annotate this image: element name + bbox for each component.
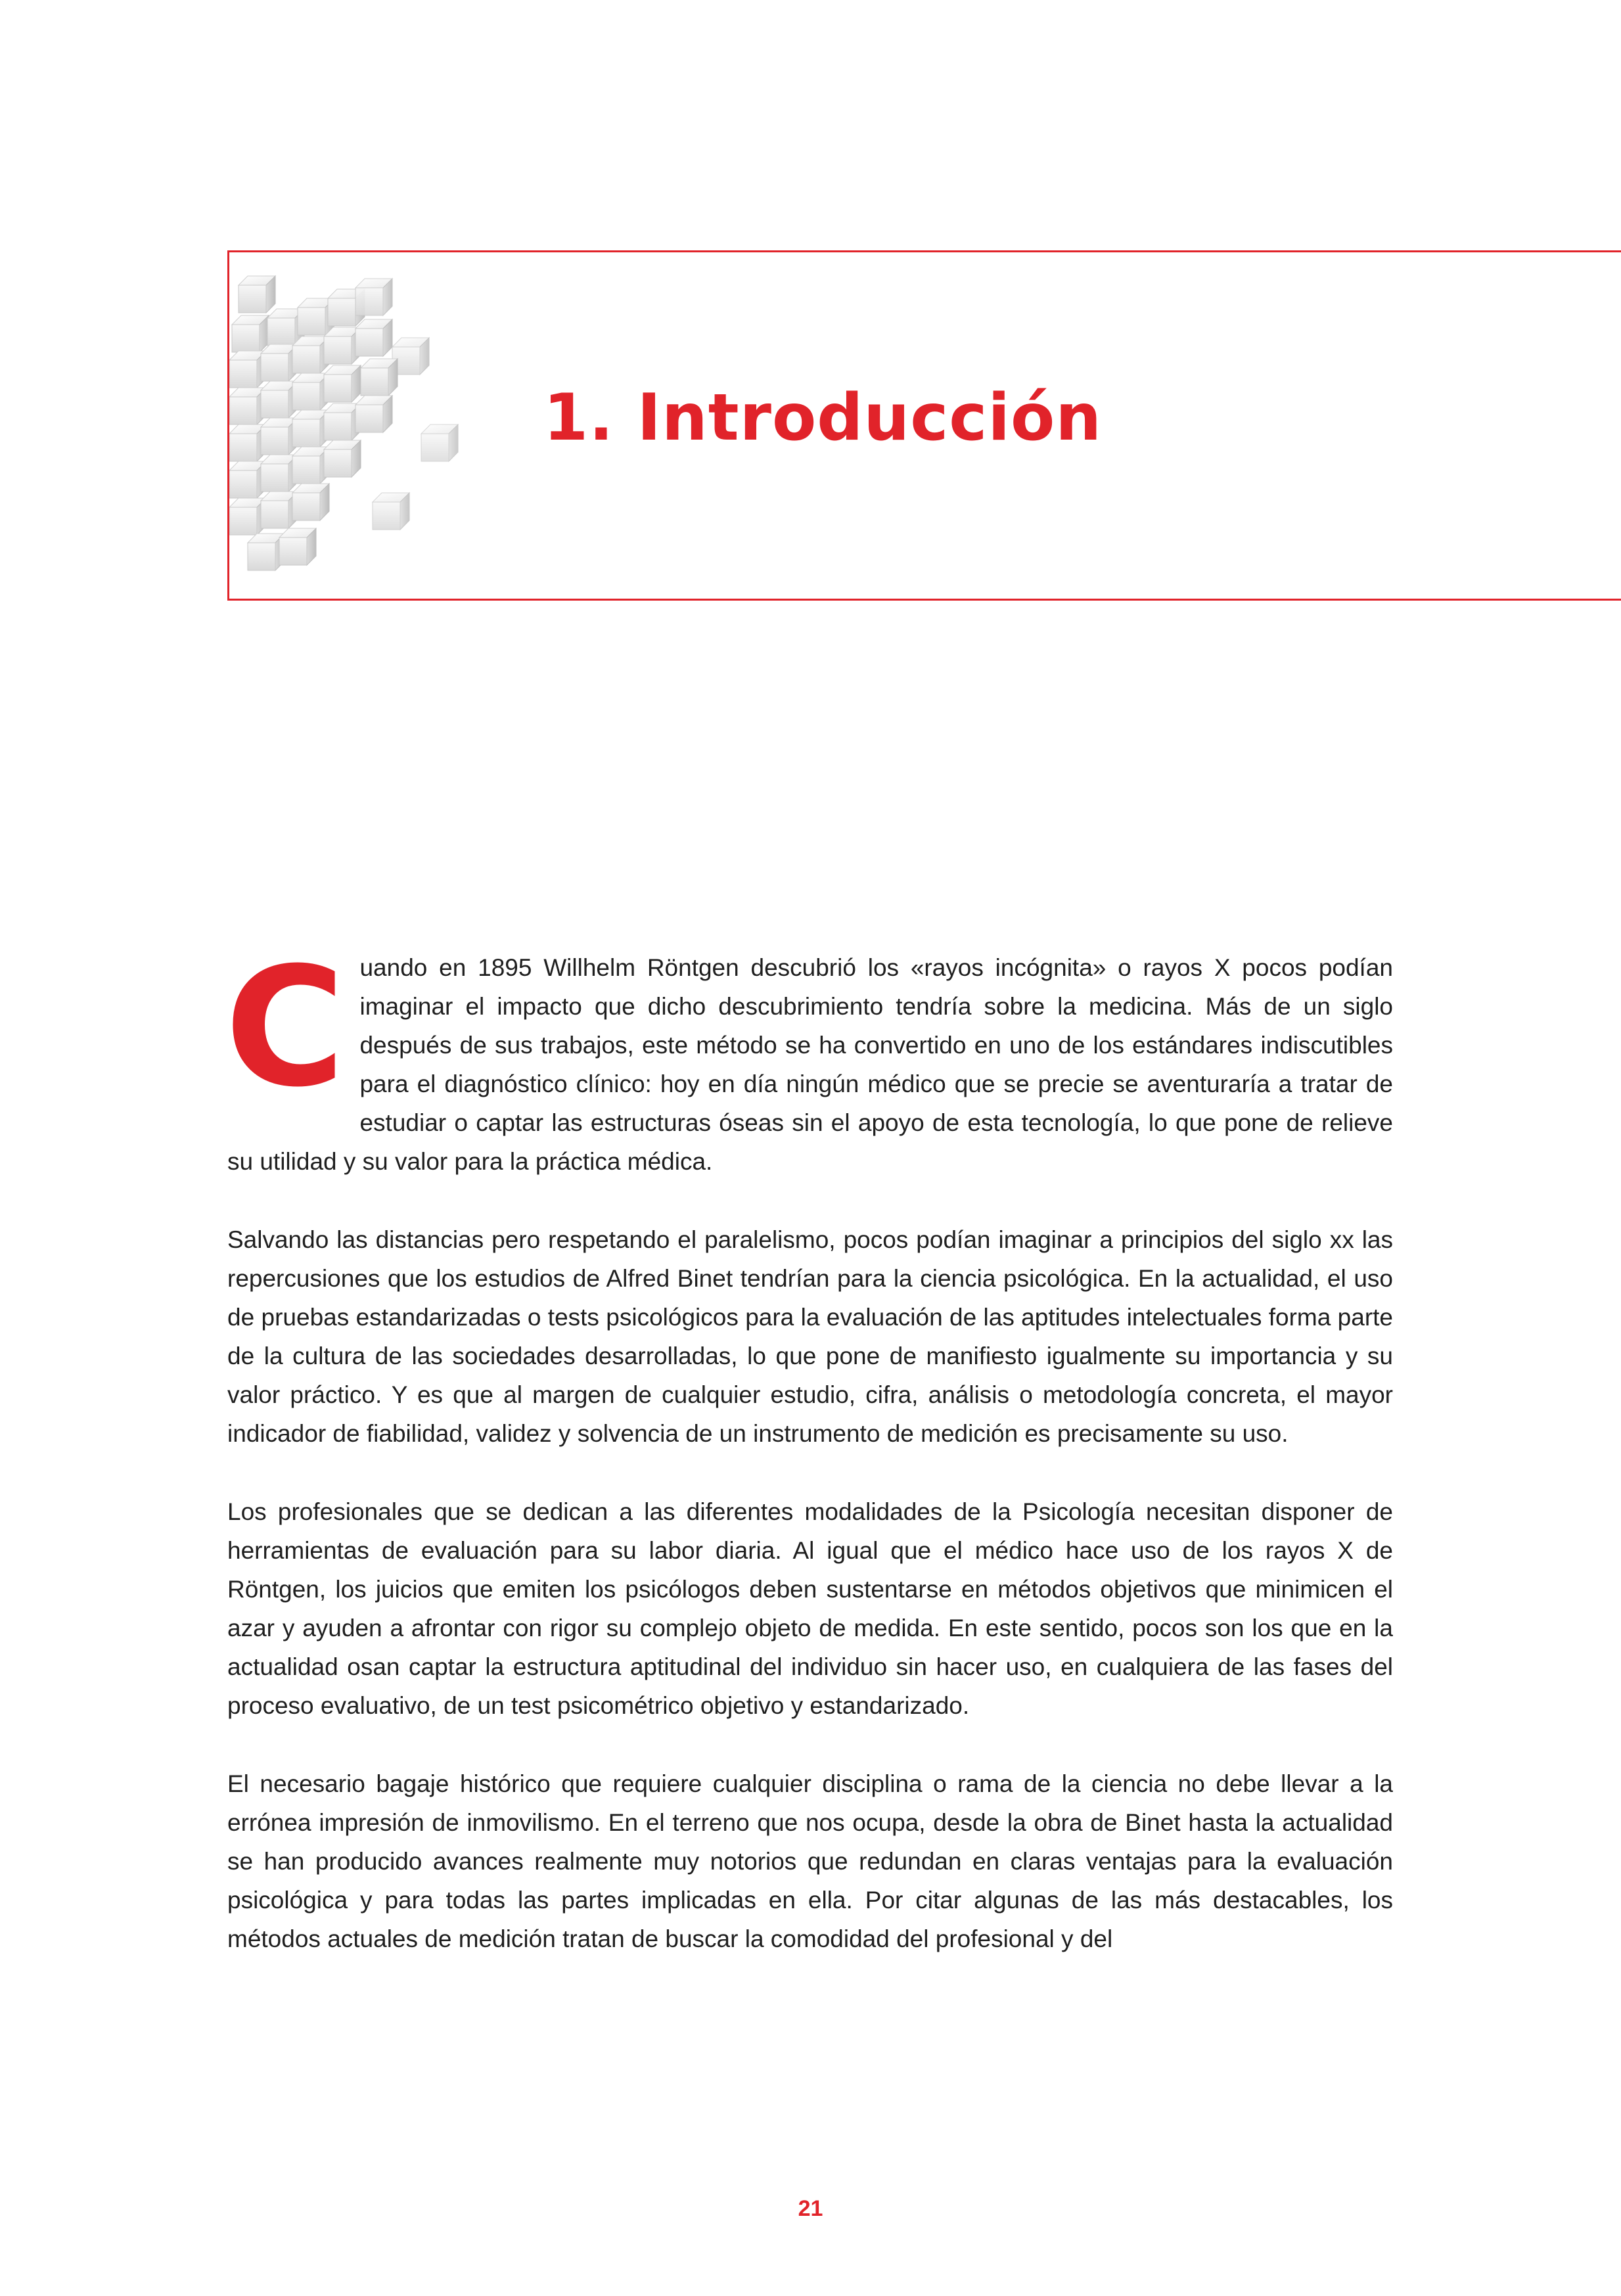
chapter-header: [227, 250, 1621, 601]
chapter-title: 1. Introducción: [543, 380, 1103, 455]
paragraph: Los profesionales que se dedican a las diferentes modalidades de la Psicología necesitan disponer de herramientas de evaluación para su labor diaria. Al igual que el médico hace uso de los rayos X de Röntgen, los juicios que emiten los psicólogos deben sustentarse en métodos objetivos que minimicen el azar y ayuden a afrontar con rigor su complejo objeto de medida. En este sentido, pocos son los que en la actualidad osan captar la estructura aptitudinal del individuo sin hacer uso, en cualquiera de las fases del proceso evaluativo, de un test psicométrico objetivo y estandarizado.: [227, 1498, 1393, 1719]
paragraph-text: uando en 1895 Willhelm Röntgen descubrió los «rayos incógnita» o rayos X pocos podían imaginar el impacto que dicho descubrimiento tendría sobre la medicina. Más de un siglo después de sus trabajos, este método se ha convertido en uno de los estándares indiscutibles para el diagnóstico clínico: hoy en día ningún médico que se precie se aventuraría a tratar de estudiar o captar las estructuras óseas sin el apoyo de esta tecnología, lo que pone de relieve su utilidad y su valor para la práctica médica.: [227, 954, 1393, 1175]
page-number: 21: [798, 2196, 823, 2221]
paragraph: [225, 932, 1393, 1181]
white-cubes-illustration: [229, 252, 466, 601]
paragraph: El necesario bagaje histórico que requiere cualquier disciplina o rama de la ciencia no debe llevar a la errónea impresión de inmovilismo. En el terreno que nos ocupa, desde la obra de Binet hasta la actualidad se han producido avances realmente muy notorios que redundan en claras ventajas para la evaluación psicológica y para todas las partes implicadas en ella. Por citar algunas de las más destacables, los métodos actuales de medición tratan de buscar la comodidad del profesional y del: [227, 1770, 1393, 1952]
drop-cap: C: [225, 932, 346, 1123]
paragraph: Salvando las distancias pero respetando el paralelismo, pocos podían imaginar a principios del siglo xx las repercusiones que los estudios de Alfred Binet tendrían para la ciencia psicológica. En la actualidad, el uso de pruebas estandarizadas o tests psicológicos para la evaluación de las aptitudes intelectuales forma parte de la cultura de las sociedades desarrolladas, lo que pone de manifiesto igualmente su importancia y su valor práctico. Y es que al margen de cualquier estudio, cifra, análisis o metodología concreta, el mayor indicador de fiabilidad, validez y solvencia de un instrumento de medición es precisamente su uso.: [227, 1226, 1393, 1447]
body-text: [225, 932, 1393, 1998]
